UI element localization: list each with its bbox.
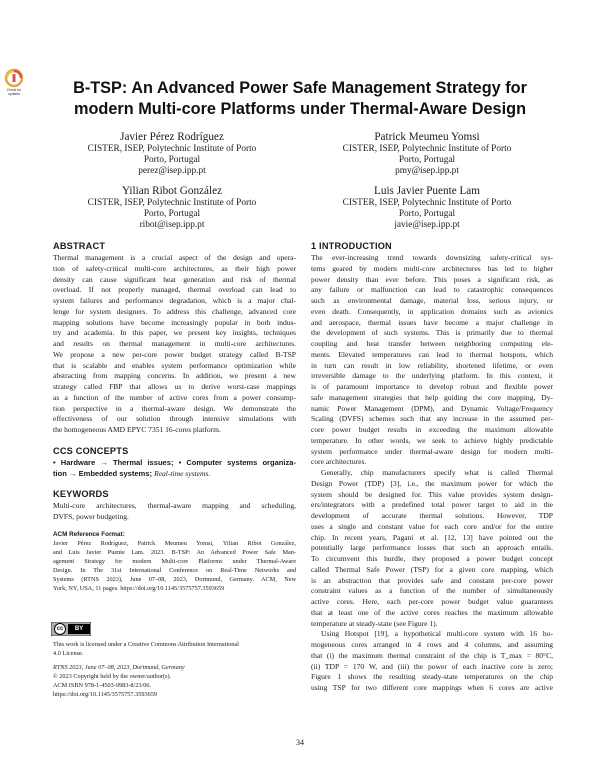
text-line: namic Power Management (DPM), and Dynamic Voltage/Frequency xyxy=(311,403,553,413)
text-line: To circumvent this hurdle, they proposed a power budget concept xyxy=(311,554,553,563)
acm-ref-heading: ACM Reference Format: xyxy=(53,530,125,538)
author-location: Porto, Portugal xyxy=(143,209,201,220)
text-line: mapping solutions have become increasingly popular in both indus- xyxy=(53,317,296,327)
text-line: core power budget results in exceeding the maximum allowable xyxy=(311,425,553,434)
text-line: Design Power (TDP) [3], i.e., the maximum power for which the xyxy=(311,478,553,488)
text-line: overload. If not properly managed, thermal overload can lead to xyxy=(53,285,296,295)
text-line: (ii) TDP = 170 W, and (iii) the power of each inactive core is zero; xyxy=(311,661,553,671)
pub-line xyxy=(53,663,296,672)
author-affiliation: CISTER, ISEP, Polytechnic Institute of Porto xyxy=(342,198,512,208)
text-line: lenge for system designers. To address this challenge, advanced core xyxy=(53,306,296,316)
text-line: agement Strategy for modern Multi-core Platforms under Thermal-Aware xyxy=(53,557,296,565)
text-line: tion perspective in a thermal-aware design. We demonstrate the xyxy=(53,403,296,413)
paper-title xyxy=(40,78,560,120)
right-column xyxy=(311,240,553,694)
badge-text-top: Check for xyxy=(6,88,22,92)
text-line: We propose a new per-core power budget strategy called B-TSP xyxy=(53,349,296,359)
keywords-heading: KEYWORDS xyxy=(53,489,109,500)
badge-text-bottom: updates xyxy=(7,92,21,96)
author-affiliation: CISTER, ISEP, Polytechnic Institute of Porto xyxy=(342,144,512,154)
author-location: Porto, Portugal xyxy=(143,155,201,166)
text-line: called Thermal Safe Power (TSP) for a given core mapping, which xyxy=(311,564,553,574)
text-line: constraint values as a function of the number of simultaneously xyxy=(311,586,553,596)
ccs-heading: CCS CONCEPTS xyxy=(53,445,129,456)
text-line: potentially large performance losses that such an approach entails. xyxy=(311,543,553,553)
text-line: is an abstraction that provides safe and constant per-core power xyxy=(311,575,553,585)
publication-info xyxy=(53,663,296,699)
title-line: B-TSP: An Advanced Power Safe Management Strategy for xyxy=(73,79,527,97)
text-line: Using Hotspot [19], a hypothetical multi-core system with 16 ho- xyxy=(321,629,553,639)
pub-line: ACM ISBN 978-1-4503-9983-8/23/06. xyxy=(53,682,152,689)
text-line: is of paramount importance to develop robust and flexible power xyxy=(311,382,553,391)
text-line: power density than ever before. This poses a significant risk, as xyxy=(311,274,553,284)
introduction-heading: 1 INTRODUCTION xyxy=(311,241,392,251)
text-line: development of accurate thermal solutions. However, TDP xyxy=(311,511,553,520)
text-line: mogeneous cores arranged in 4 rows and 4 columns, and assuming xyxy=(311,640,553,649)
text-line: and Luis Javier Puente Lam. 2023. B-TSP: An Advanced Power Safe Man- xyxy=(53,548,296,556)
author-location: Porto, Portugal xyxy=(398,209,456,220)
text-line: Design. In The 31st International Conference on Real-Time Networks and xyxy=(53,566,296,574)
text-line: strategy called FBP that allows us to derive worst-case mappings xyxy=(53,382,296,391)
text-line: active cores. Here, each per-core power budget value guarantees xyxy=(311,597,553,606)
author-name: Javier Pérez Rodríguez xyxy=(120,131,224,143)
check-for-updates-badge[interactable] xyxy=(3,68,25,98)
text-line: core architectures. xyxy=(311,457,367,467)
text-line: coupling and heat transfer between neighboring computing ele- xyxy=(311,339,553,348)
text-line: using TSP for two different core mappings when 6 cores are active xyxy=(311,683,553,692)
cc-text: cc xyxy=(56,625,64,632)
author-email[interactable]: ribot@isep.ipp.pt xyxy=(139,220,205,231)
text-line: uses a single and constant value for each core and/or for the entire xyxy=(311,521,553,531)
text-line: temperature at steady-state (see Figure 1). xyxy=(311,618,438,628)
author-name: Luis Javier Puente Lam xyxy=(374,185,480,197)
author-block xyxy=(302,130,552,178)
text-line: chip. In recent years, Pagani et al. [12, 13] have pointed out the xyxy=(311,532,553,542)
pub-line[interactable]: https://doi.org/10.1145/3575757.3593659 xyxy=(53,691,157,698)
ccs-line: • Hardware → Thermal issues; • Computer systems organiza- xyxy=(53,457,296,467)
text-line: tems geared by modern multi-core architectures has led to higher xyxy=(311,263,553,273)
text-line: as a function of the number of active cores from a power consump- xyxy=(53,392,296,402)
text-line: any failure or malfunction can lead to catastrophic consequences xyxy=(311,285,553,295)
ccs-body xyxy=(53,458,296,480)
text-line: the development of such systems. This is primarily due to thermal xyxy=(311,328,553,338)
text-line: the homogeneous AMD EPYC 7351 16-cores platform. xyxy=(53,425,221,434)
author-email[interactable]: perez@isep.ipp.pt xyxy=(138,166,206,177)
text-line: ments. Elevated temperatures can lead to thermal hotspots, which xyxy=(311,349,553,359)
text-line: temperature. In other words, we seek to achieve highly predictable xyxy=(311,435,553,445)
text-line[interactable]: York, NY, USA, 11 pages. https://doi.org/10.1145/3575757.3593659 xyxy=(53,584,225,592)
text-line: and aerospace, thermal issues have become a major challenge in xyxy=(311,317,553,327)
text-line: DVFS, power budgeting. xyxy=(53,512,129,521)
author-affiliation: CISTER, ISEP, Polytechnic Institute of Porto xyxy=(87,144,257,154)
text-line: that at least one of the active cores reaches the maximum allowable xyxy=(311,607,553,617)
text-line: and results on thermal management in multi-core architectures. xyxy=(53,339,296,348)
author-block xyxy=(302,184,552,232)
by-text: BY xyxy=(74,625,84,632)
text-line: such as environmental damage, material loss, serious injury, or xyxy=(311,296,553,305)
text-line: tion of safety-critical multi-core architectures, as their high power xyxy=(53,263,296,273)
author-location: Porto, Portugal xyxy=(398,155,456,166)
text-line: safe management strategies that help guiding the core mapping, Dy- xyxy=(311,392,553,402)
text-line: irreversible damage to the underlying platform. In this context, it xyxy=(311,371,553,381)
text-line: Systems (RTNS 2023), June 07–08, 2023, Dortmund, Germany. ACM, New xyxy=(53,575,296,583)
text-line: that is scalable and enables system performance optimization while xyxy=(53,360,296,370)
text-line: The ever-increasing trend towards downsizing safety-critical sys- xyxy=(311,253,553,262)
pub-line: © 2023 Copyright held by the owner/author(s). xyxy=(53,673,172,680)
author-name: Yilian Ribot González xyxy=(121,185,223,197)
title-line: modern Multi-core Platforms under Thermal-Aware Design xyxy=(73,100,527,118)
text-line: 4.0 License. xyxy=(53,650,84,657)
conference-line: RTNS 2023, June 07–08, 2023, Dortmund, Germany xyxy=(53,664,185,671)
text-line: Multi-core architectures, thermal-aware mapping and scheduling, xyxy=(53,501,296,511)
acm-reference xyxy=(53,530,296,593)
text-line: abstracting from mapping concerns. In addition, we present a new xyxy=(53,371,296,381)
text-line: Scaling (DVFS) schemes such that any increase in the assumed per- xyxy=(311,414,553,424)
text-line: Figure 1 shows the resulting steady-state temperatures on the chip xyxy=(311,672,553,682)
author-block xyxy=(47,130,297,178)
cc-by-license-badge[interactable] xyxy=(51,622,91,636)
text-line: even death. Consequently, in application domains such as avionics xyxy=(311,306,553,316)
text-line: ers/integrators with a predefined total power target to aid in the xyxy=(311,500,553,510)
text-line: that (i) the maximum thermal constraint of the chip is T_max = 80°C, xyxy=(311,650,553,660)
ccs-term: Real-time systems. xyxy=(154,468,211,478)
keywords-body xyxy=(53,501,296,523)
text-line: Javier Pérez Rodríguez, Patrick Meumeu Yomsi, Yilian Ribot González, xyxy=(53,539,296,547)
text-line: system should be designed for. This value provides system design- xyxy=(311,489,553,499)
text-line: system performance under thermal-aware design for modern multi- xyxy=(311,446,553,456)
abstract-heading: ABSTRACT xyxy=(53,241,106,251)
text-line: try and academia. In this paper, we present key insights, techniques xyxy=(53,328,296,338)
author-name: Patrick Meumeu Yomsi xyxy=(374,131,480,143)
author-email[interactable]: pmy@isep.ipp.pt xyxy=(395,166,459,177)
left-column xyxy=(53,240,296,593)
author-affiliation: CISTER, ISEP, Polytechnic Institute of Porto xyxy=(87,198,257,208)
text-line: effectiveness of our solution through intensive simulations with xyxy=(53,414,296,424)
text-line: Generally, chip manufacturers specify what is called Thermal xyxy=(321,468,553,477)
author-email[interactable]: javie@isep.ipp.pt xyxy=(394,220,460,231)
license-note xyxy=(53,640,296,658)
page-number: 34 xyxy=(296,738,304,747)
author-block xyxy=(47,184,297,232)
ccs-term: tion → Embedded systems; xyxy=(53,468,155,478)
text-line: This work is licensed under a Creative Commons Attribution International xyxy=(53,641,239,648)
introduction-body xyxy=(311,253,553,694)
text-line: system failures and performance degradation, which is a major chal- xyxy=(53,296,296,305)
text-line: density can cause significant heat generation and risk of thermal xyxy=(53,274,296,284)
ccs-line xyxy=(53,469,296,480)
text-line: in turn can result in low reliability, shortened lifetime, or even xyxy=(311,360,553,370)
text-line: Thermal management is a crucial aspect of the design and opera- xyxy=(53,253,296,262)
abstract-body xyxy=(53,253,296,436)
